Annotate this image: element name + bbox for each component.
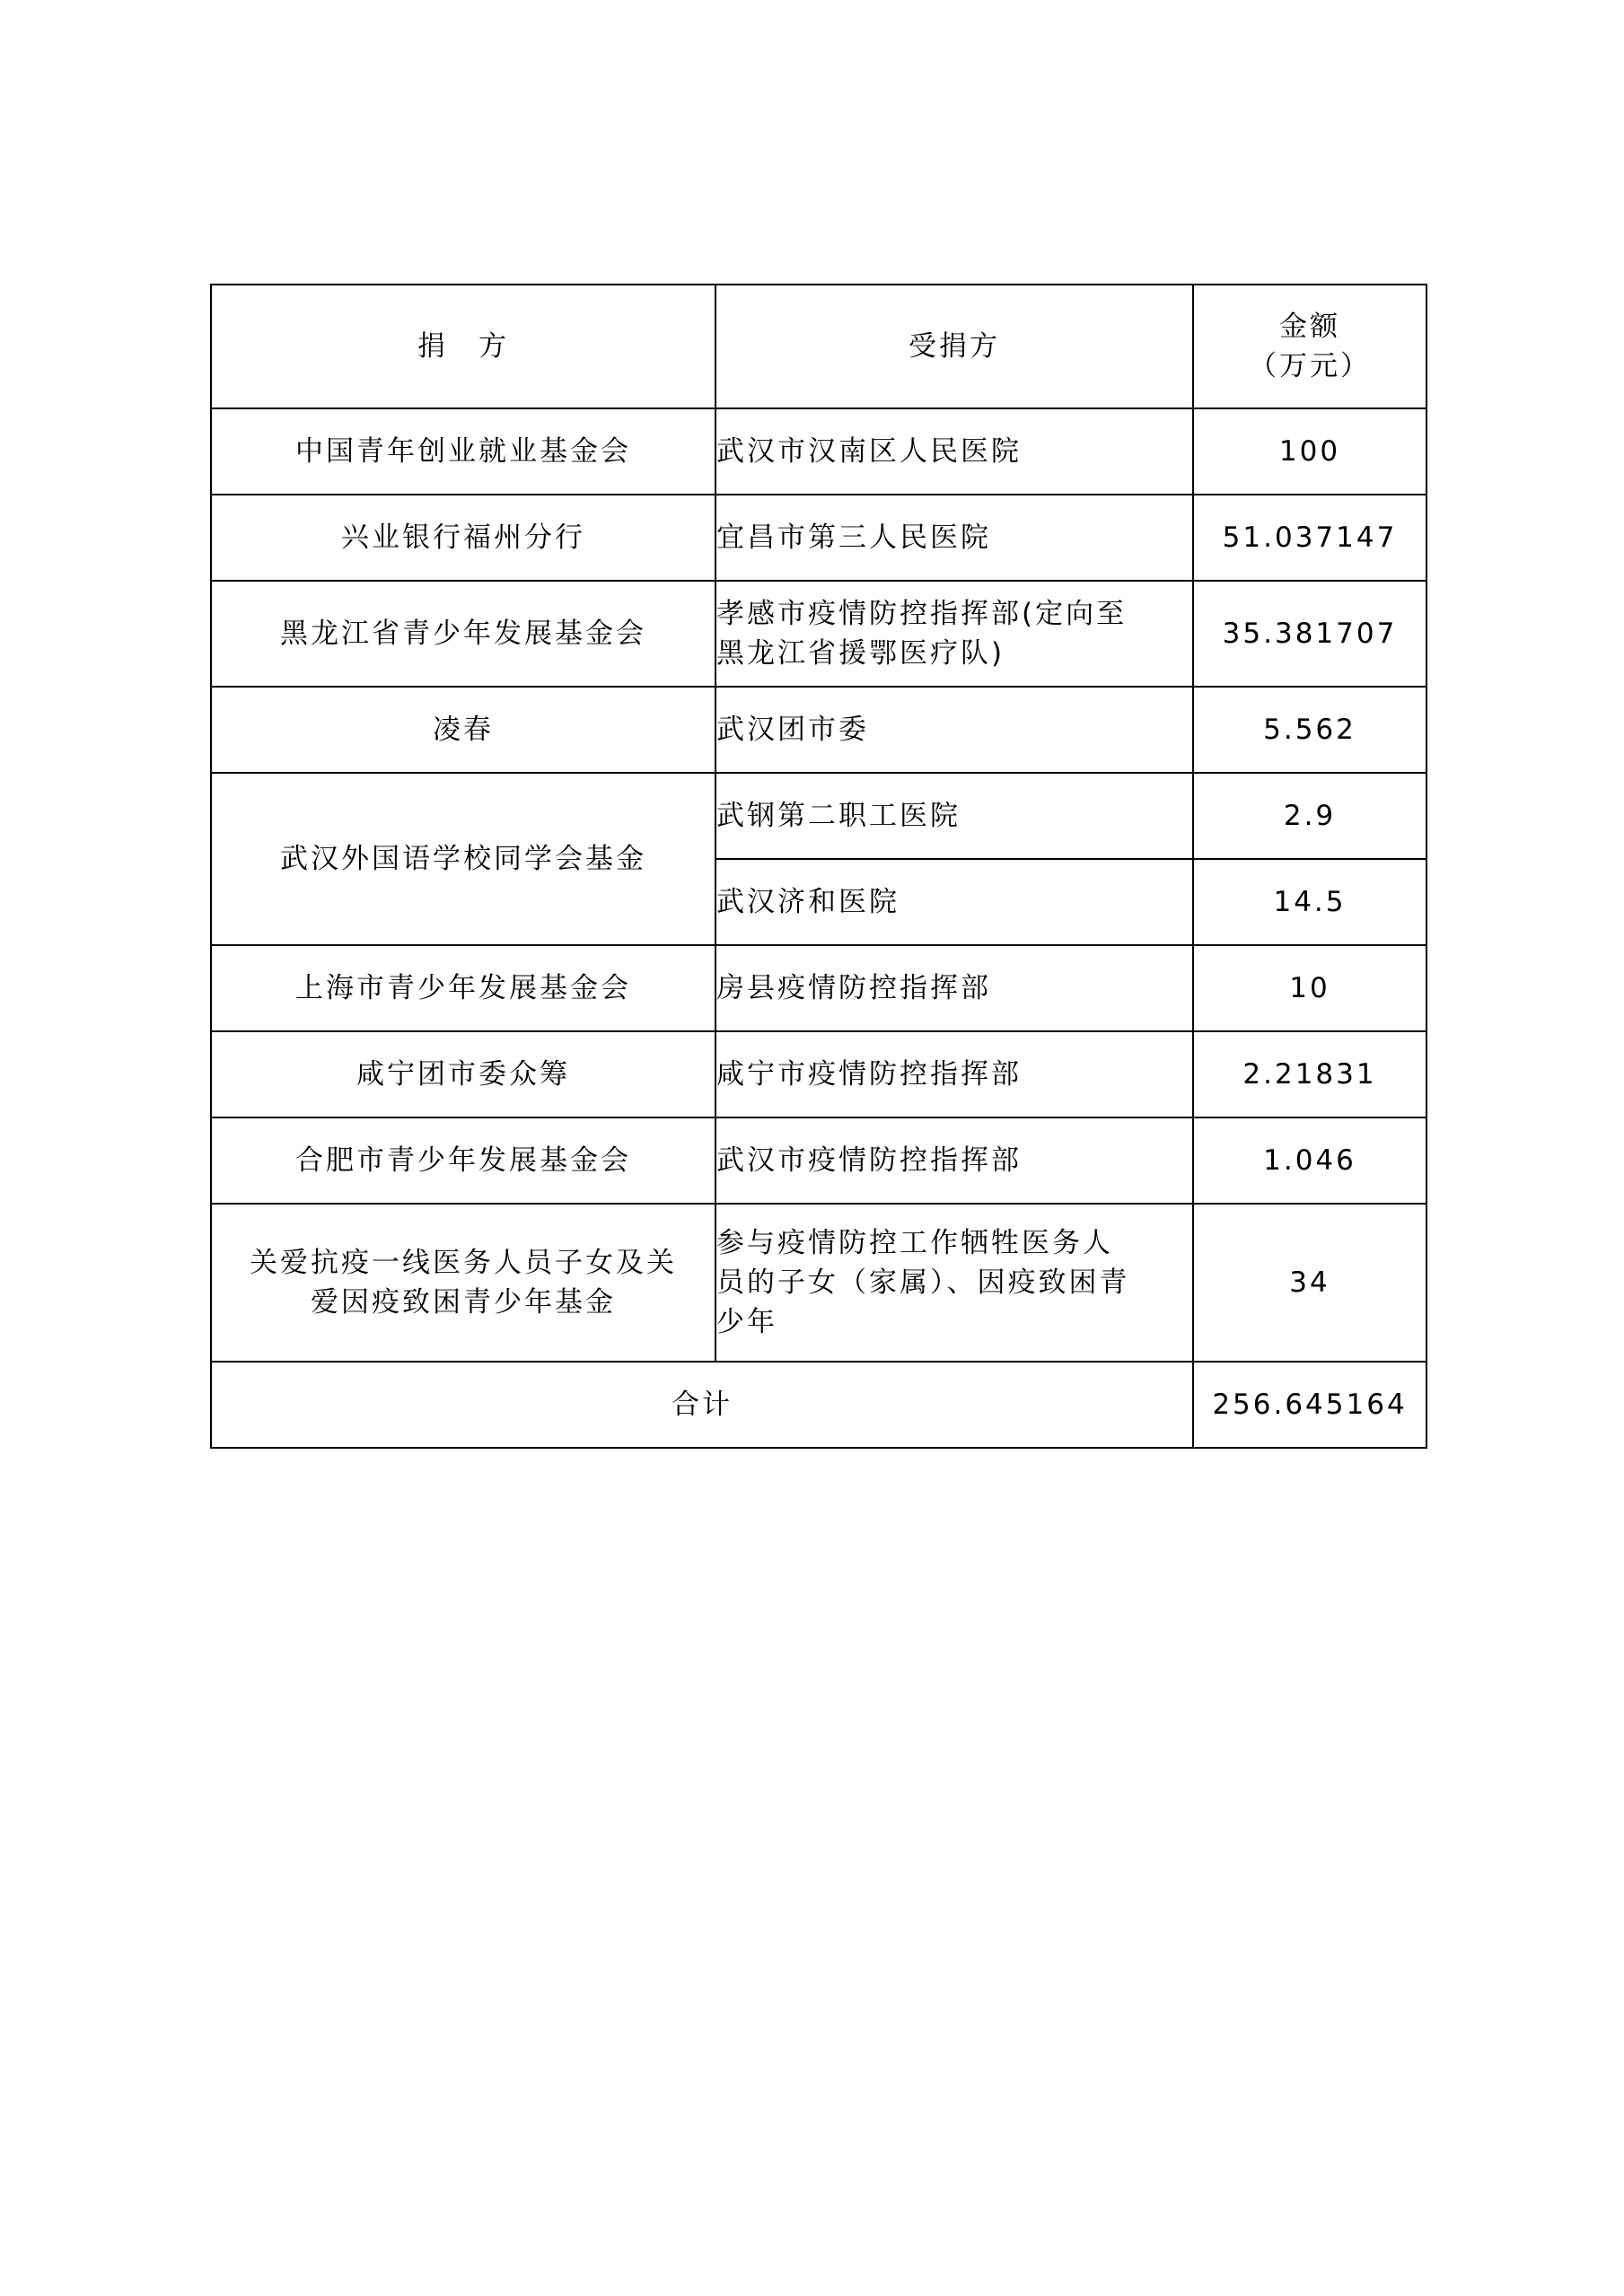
table-row [211,945,1426,1031]
recipient-line: 员的子女（家属）、因疫致困青 [716,1266,1130,1299]
recipient-cell: 武汉团市委 [715,687,1193,773]
table-row [211,495,1426,581]
recipient-cell [715,1204,1193,1362]
recipient-cell: 武汉市汉南区人民医院 [715,408,1193,495]
donor-cell: 上海市青少年发展基金会 [211,945,715,1031]
amount-cell: 1.046 [1193,1117,1426,1204]
donor-line: 关爱抗疫一线医务人员子女及关 [250,1247,677,1279]
donor-cell [211,1204,715,1362]
recipient-cell: 武钢第二职工医院 [715,773,1193,859]
header-amount [1193,285,1426,408]
recipient-cell: 咸宁市疫情防控指挥部 [715,1031,1193,1117]
header-amount-line1: 金额 [1279,311,1340,343]
recipient-cell [715,581,1193,687]
recipient-line: 黑龙江省援鄂医疗队) [716,637,1005,670]
donor-cell: 合肥市青少年发展基金会 [211,1117,715,1204]
header-recipient: 受捐方 [715,285,1193,408]
amount-cell: 100 [1193,408,1426,495]
recipient-cell: 房县疫情防控指挥部 [715,945,1193,1031]
recipient-line: 少年 [716,1306,777,1338]
table-row [211,1204,1426,1362]
recipient-line: 孝感市疫情防控指挥部(定向至 [716,598,1128,630]
table-row [211,581,1426,687]
amount-cell: 51.037147 [1193,495,1426,581]
recipient-line: 参与疫情防控工作牺牲医务人 [716,1227,1113,1259]
amount-cell: 14.5 [1193,859,1426,945]
header-donor: 捐 方 [211,285,715,408]
amount-cell: 10 [1193,945,1426,1031]
amount-cell: 2.9 [1193,773,1426,859]
donation-table [210,284,1427,1449]
table-row [211,773,1426,859]
amount-cell: 5.562 [1193,687,1426,773]
donor-cell: 咸宁团市委众筹 [211,1031,715,1117]
table-row [211,408,1426,495]
recipient-cell: 宜昌市第三人民医院 [715,495,1193,581]
donor-cell: 武汉外国语学校同学会基金 [211,773,715,945]
recipient-cell: 武汉市疫情防控指挥部 [715,1117,1193,1204]
header-amount-line2: （万元） [1249,350,1371,382]
table-header-row [211,285,1426,408]
donor-cell: 黑龙江省青少年发展基金会 [211,581,715,687]
amount-cell: 34 [1193,1204,1426,1362]
recipient-cell: 武汉济和医院 [715,859,1193,945]
amount-cell: 2.21831 [1193,1031,1426,1117]
total-amount: 256.645164 [1193,1362,1426,1448]
amount-cell: 35.381707 [1193,581,1426,687]
donor-cell: 中国青年创业就业基金会 [211,408,715,495]
table-row [211,687,1426,773]
table-total-row [211,1362,1426,1448]
donor-cell: 凌春 [211,687,715,773]
table-row [211,1117,1426,1204]
table-row [211,1031,1426,1117]
total-label: 合计 [211,1362,1193,1448]
donor-cell: 兴业银行福州分行 [211,495,715,581]
donor-line: 爱因疫致困青少年基金 [311,1286,616,1319]
